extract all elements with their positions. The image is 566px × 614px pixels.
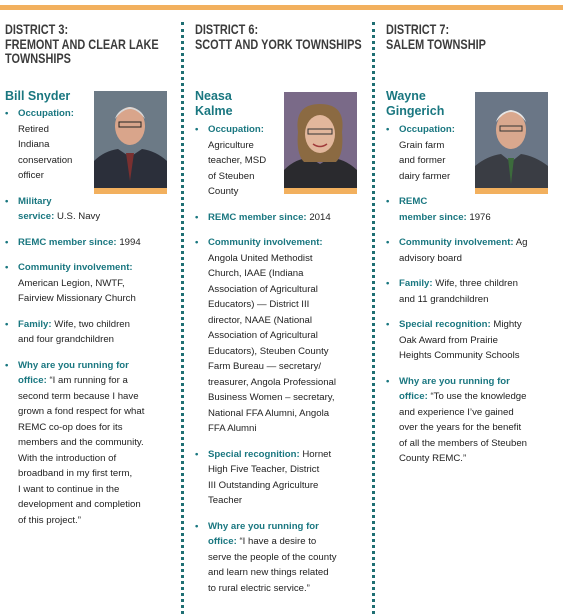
detail-why-running: • Why are you running for office: “To use the knowledge and experience I’ve gained over the years for the benefit of all the members of Steuben County REMC.” (386, 374, 558, 467)
detail-why-running: • Why are you running for office: “I have a desire to serve the people of the county and learn new things related to rural electric service.” (195, 519, 365, 597)
detail-community-involvement: • Community involvement: Ag advisory board (386, 235, 558, 266)
candidate-details (386, 122, 558, 467)
detail-occupation: • Occupation: Agriculture teacher, MSD of Steuben County (195, 122, 365, 200)
detail-military-service: • Military service: U.S. Navy (5, 194, 173, 225)
candidate-name: Wayne Gingerich (386, 89, 445, 118)
detail-community-involvement: • Community involvement: Angola United Methodist Church, IAAE (Indiana Association of Agricultural Educators) — District III director, NAAE (National Association of Agricultural Educators), Steuben County Farm Bureau — secretary/ treasurer, Angola Professional Business Women – secretary, National FFA Alumni, Angola FFA Alumni (195, 235, 365, 437)
candidate-name: Neasa Kalme (195, 89, 233, 118)
detail-family: • Family: Wife, two children and four grandchildren (5, 317, 173, 348)
detail-special-recognition: • Special recognition: Mighty Oak Award from Prairie Heights Community Schools (386, 317, 558, 364)
district-heading: DISTRICT 7: SALEM TOWNSHIP (386, 21, 486, 52)
detail-family: • Family: Wife, three children and 11 grandchildren (386, 276, 558, 307)
detail-occupation: • Occupation: Grain farm and former dairy farmer (386, 122, 558, 184)
candidate-column-district-6 (195, 22, 409, 51)
top-accent-bar (0, 5, 563, 10)
detail-community-involvement: • Community involvement: American Legion, NWTF, Fairview Missionary Church (5, 260, 173, 307)
district-heading: DISTRICT 6: SCOTT AND YORK TOWNSHIPS (195, 21, 362, 52)
detail-remc-member-since: • REMC member since: 2014 (195, 210, 365, 226)
column-divider-2 (372, 22, 375, 614)
detail-occupation: • Occupation: Retired Indiana conservation officer (5, 106, 173, 184)
candidate-column-district-7 (386, 22, 514, 51)
detail-why-running: • Why are you running for office: “I am running for a second term because I have grown a fond respect for what REMC co-op does for its members and the community. With the introduction of broadband in my first term, I want to continue in the development and completion of this project.” (5, 358, 173, 529)
district-heading: DISTRICT 3: FREMONT AND CLEAR LAKE TOWNSHIPS (5, 21, 159, 66)
candidate-details (5, 106, 173, 528)
detail-remc-member-since: • REMC member since: 1976 (386, 194, 558, 225)
detail-remc-member-since: • REMC member since: 1994 (5, 235, 173, 251)
candidate-details (195, 122, 365, 596)
column-divider-1 (181, 22, 184, 614)
candidate-name: Bill Snyder (5, 89, 71, 103)
candidate-column-district-3 (5, 22, 202, 66)
detail-special-recognition: • Special recognition: Hornet High Five Teacher, District III Outstanding Agriculture Teacher (195, 447, 365, 509)
